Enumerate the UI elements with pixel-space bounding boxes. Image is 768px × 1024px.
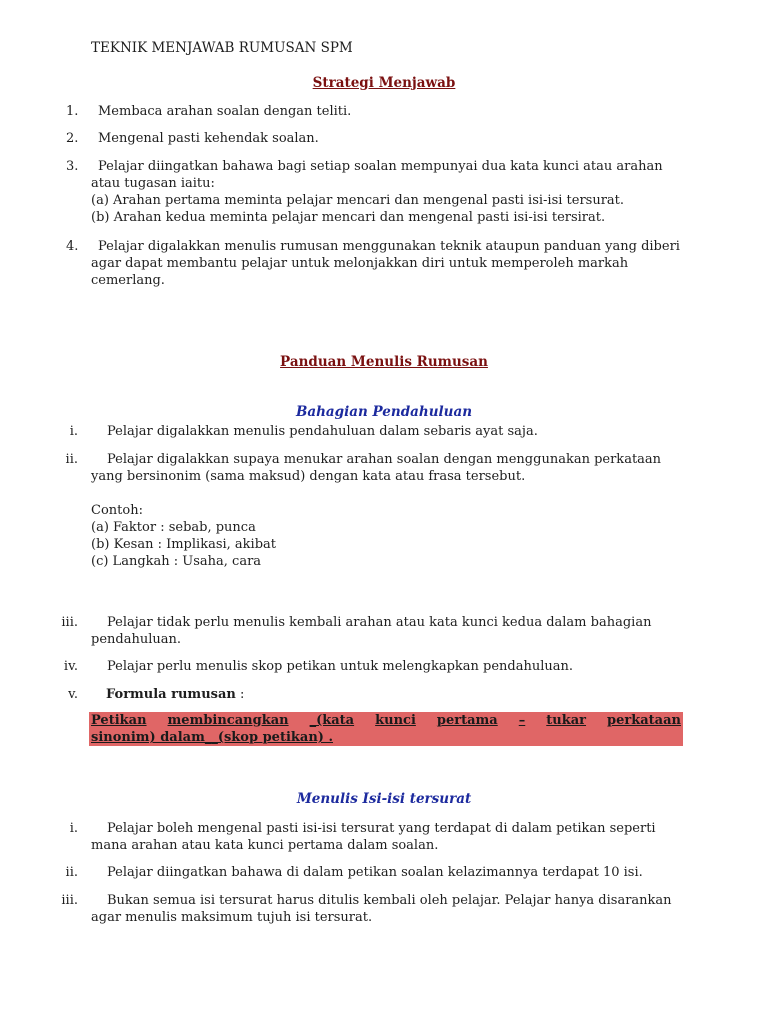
list-number: i.	[69, 424, 78, 439]
formula-word: perkataan	[607, 713, 681, 728]
formula-word: membincangkan	[167, 713, 289, 728]
list-number: 2.	[66, 131, 79, 146]
list-number: iii.	[61, 615, 78, 630]
list-item-text: agar menulis maksimum tujuh isi tersurat.	[91, 910, 373, 925]
list-item-text: pendahuluan.	[91, 632, 181, 647]
list-number: 3.	[66, 159, 79, 174]
list-item-text: cemerlang.	[91, 273, 165, 288]
list-number: ii.	[65, 452, 78, 467]
formula-label-text: Formula rumusan	[106, 687, 236, 702]
list-item-text: mana arahan atau kata kunci pertama dalam soalan.	[91, 838, 439, 853]
document-title: TEKNIK MENJAWAB RUMUSAN SPM	[91, 40, 353, 56]
list-number: i.	[69, 821, 78, 836]
formula-word: _(kata	[309, 713, 355, 728]
formula-word: pertama	[436, 713, 498, 728]
list-item-text: (a) Arahan pertama meminta pelajar mencari dan mengenal pasti isi-isi tersurat.	[91, 193, 625, 208]
formula-row-1	[91, 712, 681, 729]
list-item-text: atau tugasan iaitu:	[91, 176, 215, 191]
list-item-text: Pelajar diingatkan bahawa di dalam petikan soalan kelazimannya terdapat 10 isi.	[107, 865, 643, 880]
formula-word: kunci	[375, 713, 416, 728]
contoh-line: (a) Faktor : sebab, punca	[91, 520, 256, 535]
list-item-text: Pelajar tidak perlu menulis kembali arahan atau kata kunci kedua dalam bahagian	[107, 615, 652, 630]
list-number: iv.	[63, 659, 78, 674]
section-heading-panduan: Panduan Menulis Rumusan	[280, 354, 488, 370]
list-number: iii.	[61, 893, 78, 908]
list-item-text: Pelajar digalakkan menulis pendahuluan dalam sebaris ayat saja.	[107, 424, 538, 439]
formula-word: Petikan	[91, 713, 147, 728]
list-number: 4.	[66, 239, 79, 254]
list-number: v.	[68, 687, 78, 702]
formula-highlight-box	[89, 712, 683, 746]
formula-label	[106, 686, 244, 703]
list-item-text: Pelajar boleh mengenal pasti isi-isi tersurat yang terdapat di dalam petikan seperti	[107, 821, 656, 836]
list-item-text: Membaca arahan soalan dengan teliti.	[98, 104, 352, 119]
contoh-line: (c) Langkah : Usaha, cara	[91, 554, 262, 569]
list-item-text: (b) Arahan kedua meminta pelajar mencari dan mengenal pasti isi-isi tersirat.	[91, 210, 606, 225]
subsection-heading-isi-tersurat: Menulis Isi-isi tersurat	[296, 791, 472, 807]
list-number: ii.	[65, 865, 78, 880]
formula-word: –	[518, 713, 526, 728]
list-item-text: yang bersinonim (sama maksud) dengan kata atau frasa tersebut.	[91, 469, 526, 484]
list-item-text: Pelajar perlu menulis skop petikan untuk melengkapkan pendahuluan.	[107, 659, 574, 674]
list-item-text: Bukan semua isi tersurat harus ditulis kembali oleh pelajar. Pelajar hanya disarankan	[107, 893, 672, 908]
formula-word: tukar	[546, 713, 587, 728]
formula-label-colon: :	[235, 687, 245, 702]
section-heading-strategi: Strategi Menjawab	[312, 75, 456, 91]
formula-row-2: sinonim) dalam__(skop petikan) .	[91, 730, 333, 745]
list-item-text: Pelajar digalakkan supaya menukar arahan soalan dengan menggunakan perkataan	[107, 452, 662, 467]
list-item-text: Pelajar diingatkan bahawa bagi setiap soalan mempunyai dua kata kunci atau arahan	[98, 159, 663, 174]
contoh-line: (b) Kesan : Implikasi, akibat	[91, 537, 276, 552]
list-number: 1.	[66, 104, 79, 119]
list-item-text: Mengenal pasti kehendak soalan.	[98, 131, 319, 146]
list-item-text: Pelajar digalakkan menulis rumusan menggunakan teknik ataupun panduan yang diberi	[98, 239, 680, 254]
contoh-label: Contoh:	[91, 503, 143, 518]
list-item-text: agar dapat membantu pelajar untuk melonjakkan diri untuk memperoleh markah	[91, 256, 629, 271]
subsection-heading-pendahuluan: Bahagian Pendahuluan	[295, 404, 473, 420]
